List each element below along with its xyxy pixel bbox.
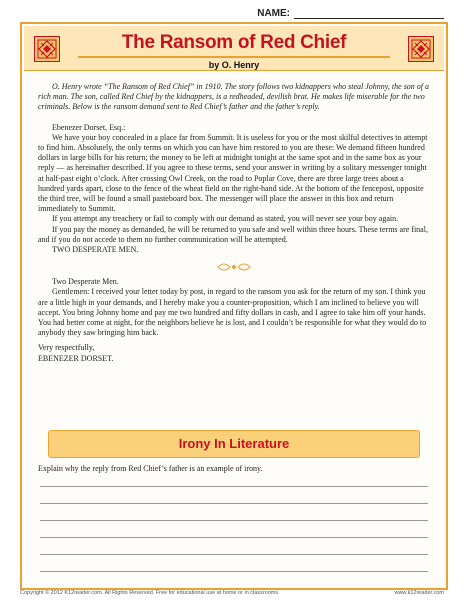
page-title: The Ransom of Red Chief	[121, 32, 347, 53]
section-banner	[48, 430, 420, 458]
intro-paragraph: O. Henry wrote “The Ransom of Red Chief” in 1910. The story follows two kidnappers who steal Johnny, the son of a rich man. The son, called Red Chief by the kidnappers, is a redheaded, devilish brat. He makes life miserable for the two criminals. Below is the ransom demand sent to Red Chief’s father and the father’s reply.	[38, 82, 430, 112]
ransom-salutation: Ebenezer Dorset, Esq.:	[52, 122, 126, 132]
worksheet-frame	[20, 22, 448, 590]
answer-line[interactable]	[40, 486, 428, 487]
answer-line[interactable]	[40, 554, 428, 555]
answer-line[interactable]	[40, 520, 428, 521]
copyright-text: Copyright © 2012 K12reader.com. All Rights Reserved. Free for educational use at home or in classrooms.	[20, 590, 280, 596]
reply-salutation: Two Desperate Men.	[52, 277, 119, 287]
reply-paragraph: Gentlemen: I received your letter today by post, in regard to the ransom you ask for the return of my son. I think you are a little high in your demands, and I hereby make you a counter-proposition, which I am inclined to believe you will accept. You bring Johnny home and pay me two hundred and fifty dollars in cash, and I agree to take him off your hands. You had better come at night, for the neighbors believe he is lost, and I couldn’t be responsible for what they would do to anybody they saw bringing him back.	[38, 287, 427, 338]
ornament-tile-icon	[34, 36, 60, 62]
author-byline: by O. Henry	[208, 60, 260, 70]
footer	[20, 590, 444, 596]
section-title: Irony In Literature	[178, 436, 290, 451]
answer-line[interactable]	[40, 503, 428, 504]
name-label: NAME:	[257, 8, 290, 19]
title-divider	[78, 56, 390, 58]
ransom-paragraph-1: We have your boy concealed in a place far from Summit. It is useless for you or the most skilful detectives to attempt to find him. Absolutely, the only terms on which you can have him restored to you are these: We demand fifteen hundred dollars in large bills for his return; the money to be left at midnight tonight at the same spot and in the same box as your reply — as hereinafter described. If you agree to these terms, send your answer in writing by a solitary messenger tonight at half-past eight o’clock. After crossing Owl Creek, on the road to Poplar Cove, there are three large trees about a hundred yards apart, close to the fence of the wheat field on the right-hand side. At the bottom of the fencepost, opposite the third tree, will be found a small pasteboard box. The messenger will place the answer in this box and return immediately to Summit.	[38, 132, 428, 214]
ornament-tile-icon	[408, 36, 434, 62]
story-text	[38, 82, 430, 364]
site-link[interactable]: www.k12reader.com	[394, 590, 444, 596]
section-ornament-icon	[38, 261, 430, 273]
ransom-paragraph-3: If you pay the money as demanded, he will be returned to you safe and well within three hours. These terms are final, and if you do not accede to them no further communication will be attempted.	[38, 224, 428, 244]
name-field	[257, 8, 444, 19]
answer-line[interactable]	[40, 571, 428, 572]
title-banner	[24, 26, 444, 71]
name-blank-line[interactable]	[294, 8, 444, 19]
question-prompt: Explain why the reply from Red Chief’s father is an example of irony.	[38, 464, 263, 473]
reply-closing: Very respectfully,	[38, 343, 95, 353]
ransom-signature: TWO DESPERATE MEN.	[52, 245, 139, 255]
ransom-paragraph-2: If you attempt any treachery or fail to comply with our demand as stated, you will never see your boy again.	[52, 214, 399, 224]
answer-line[interactable]	[40, 537, 428, 538]
reply-signature: EBENEZER DORSET.	[38, 353, 114, 363]
